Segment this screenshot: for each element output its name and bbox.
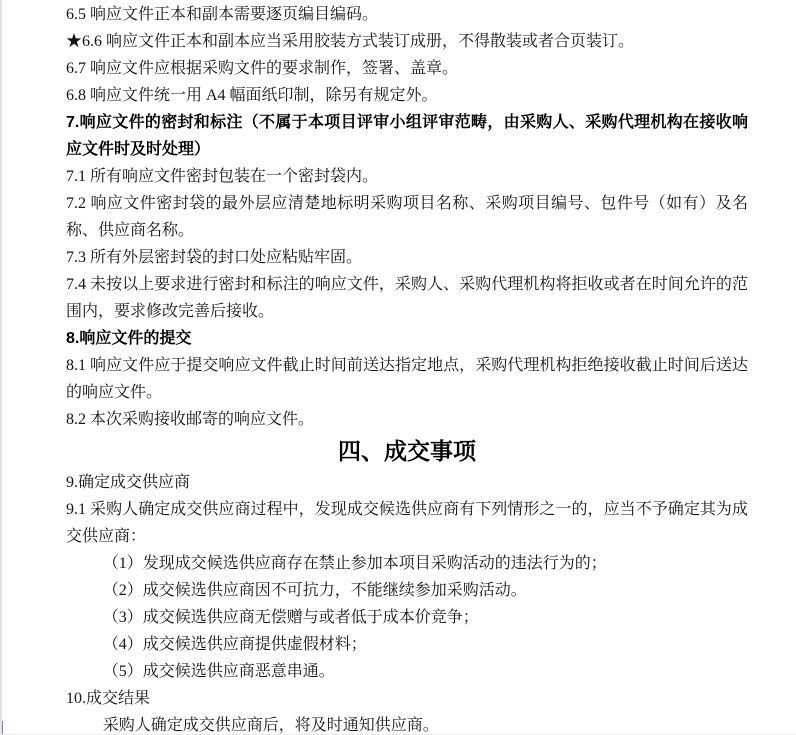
paragraph: 10.成交结果 [66,690,151,707]
list-item: （1）发现成交候选供应商存在禁止参加本项目采购活动的违法行为的； [102,555,607,572]
paragraph: 8.2 本次采购接收邮寄的响应文件。 [66,411,315,428]
paragraph: 7.1 所有响应文件密封包装在一个密封袋内。 [66,168,379,185]
page-edge-mark [0,721,3,734]
paragraph: 6.5 响应文件正本和副本需要逐页编目编码。 [66,6,379,23]
paragraph: 6.8 响应文件统一用 A4 幅面纸印制，除另有规定外。 [66,87,438,104]
list-item: （4）成交候选供应商提供虚假材料； [102,636,367,653]
paragraph: 9.1 采购人确定成交供应商过程中，发现成交候选供应商有下列情形之一的，应当不予确定其为成交供应商： [66,501,748,545]
paragraph: 6.7 响应文件应根据采购文件的要求制作，签署、盖章。 [66,60,459,77]
paragraph: ★6.6 响应文件正本和副本应当采用胶装方式装订成册，不得散装或者合页装订。 [66,33,635,50]
section-title: 四、成交事项 [338,438,476,464]
clause-heading: 8.响应文件的提交 [66,330,192,347]
paragraph: 采购人确定成交供应商后，将及时通知供应商。 [102,717,439,734]
list-item: （5）成交候选供应商恶意串通。 [102,663,335,680]
paragraph: 7.4 未按以上要求进行密封和标注的响应文件，采购人、采购代理机构将拒收或者在时间允许的范围内，要求修改完善后接收。 [66,276,748,320]
list-item: （2）成交候选供应商因不可抗力，不能继续参加采购活动。 [102,582,527,599]
clause-heading: 7.响应文件的密封和标注（不属于本项目评审小组评审范畴，由采购人、采购代理机构在接收响应文件时及时处理） [66,114,748,158]
document-content [2,0,796,735]
paragraph: 7.2 响应文件密封袋的最外层应清楚地标明采购项目名称、采购项目编号、包件号（如有）及名称、供应商名称。 [66,195,748,239]
paragraph: 7.3 所有外层密封袋的封口处应粘贴牢固。 [66,249,363,266]
paragraph: 8.1 响应文件应于提交响应文件截止时间前送达指定地点，采购代理机构拒绝接收截止时间后送达的响应文件。 [66,357,748,401]
paragraph: 9.确定成交供应商 [66,474,191,491]
list-item: （3）成交候选供应商无偿赠与或者低于成本价竞争； [102,609,479,626]
